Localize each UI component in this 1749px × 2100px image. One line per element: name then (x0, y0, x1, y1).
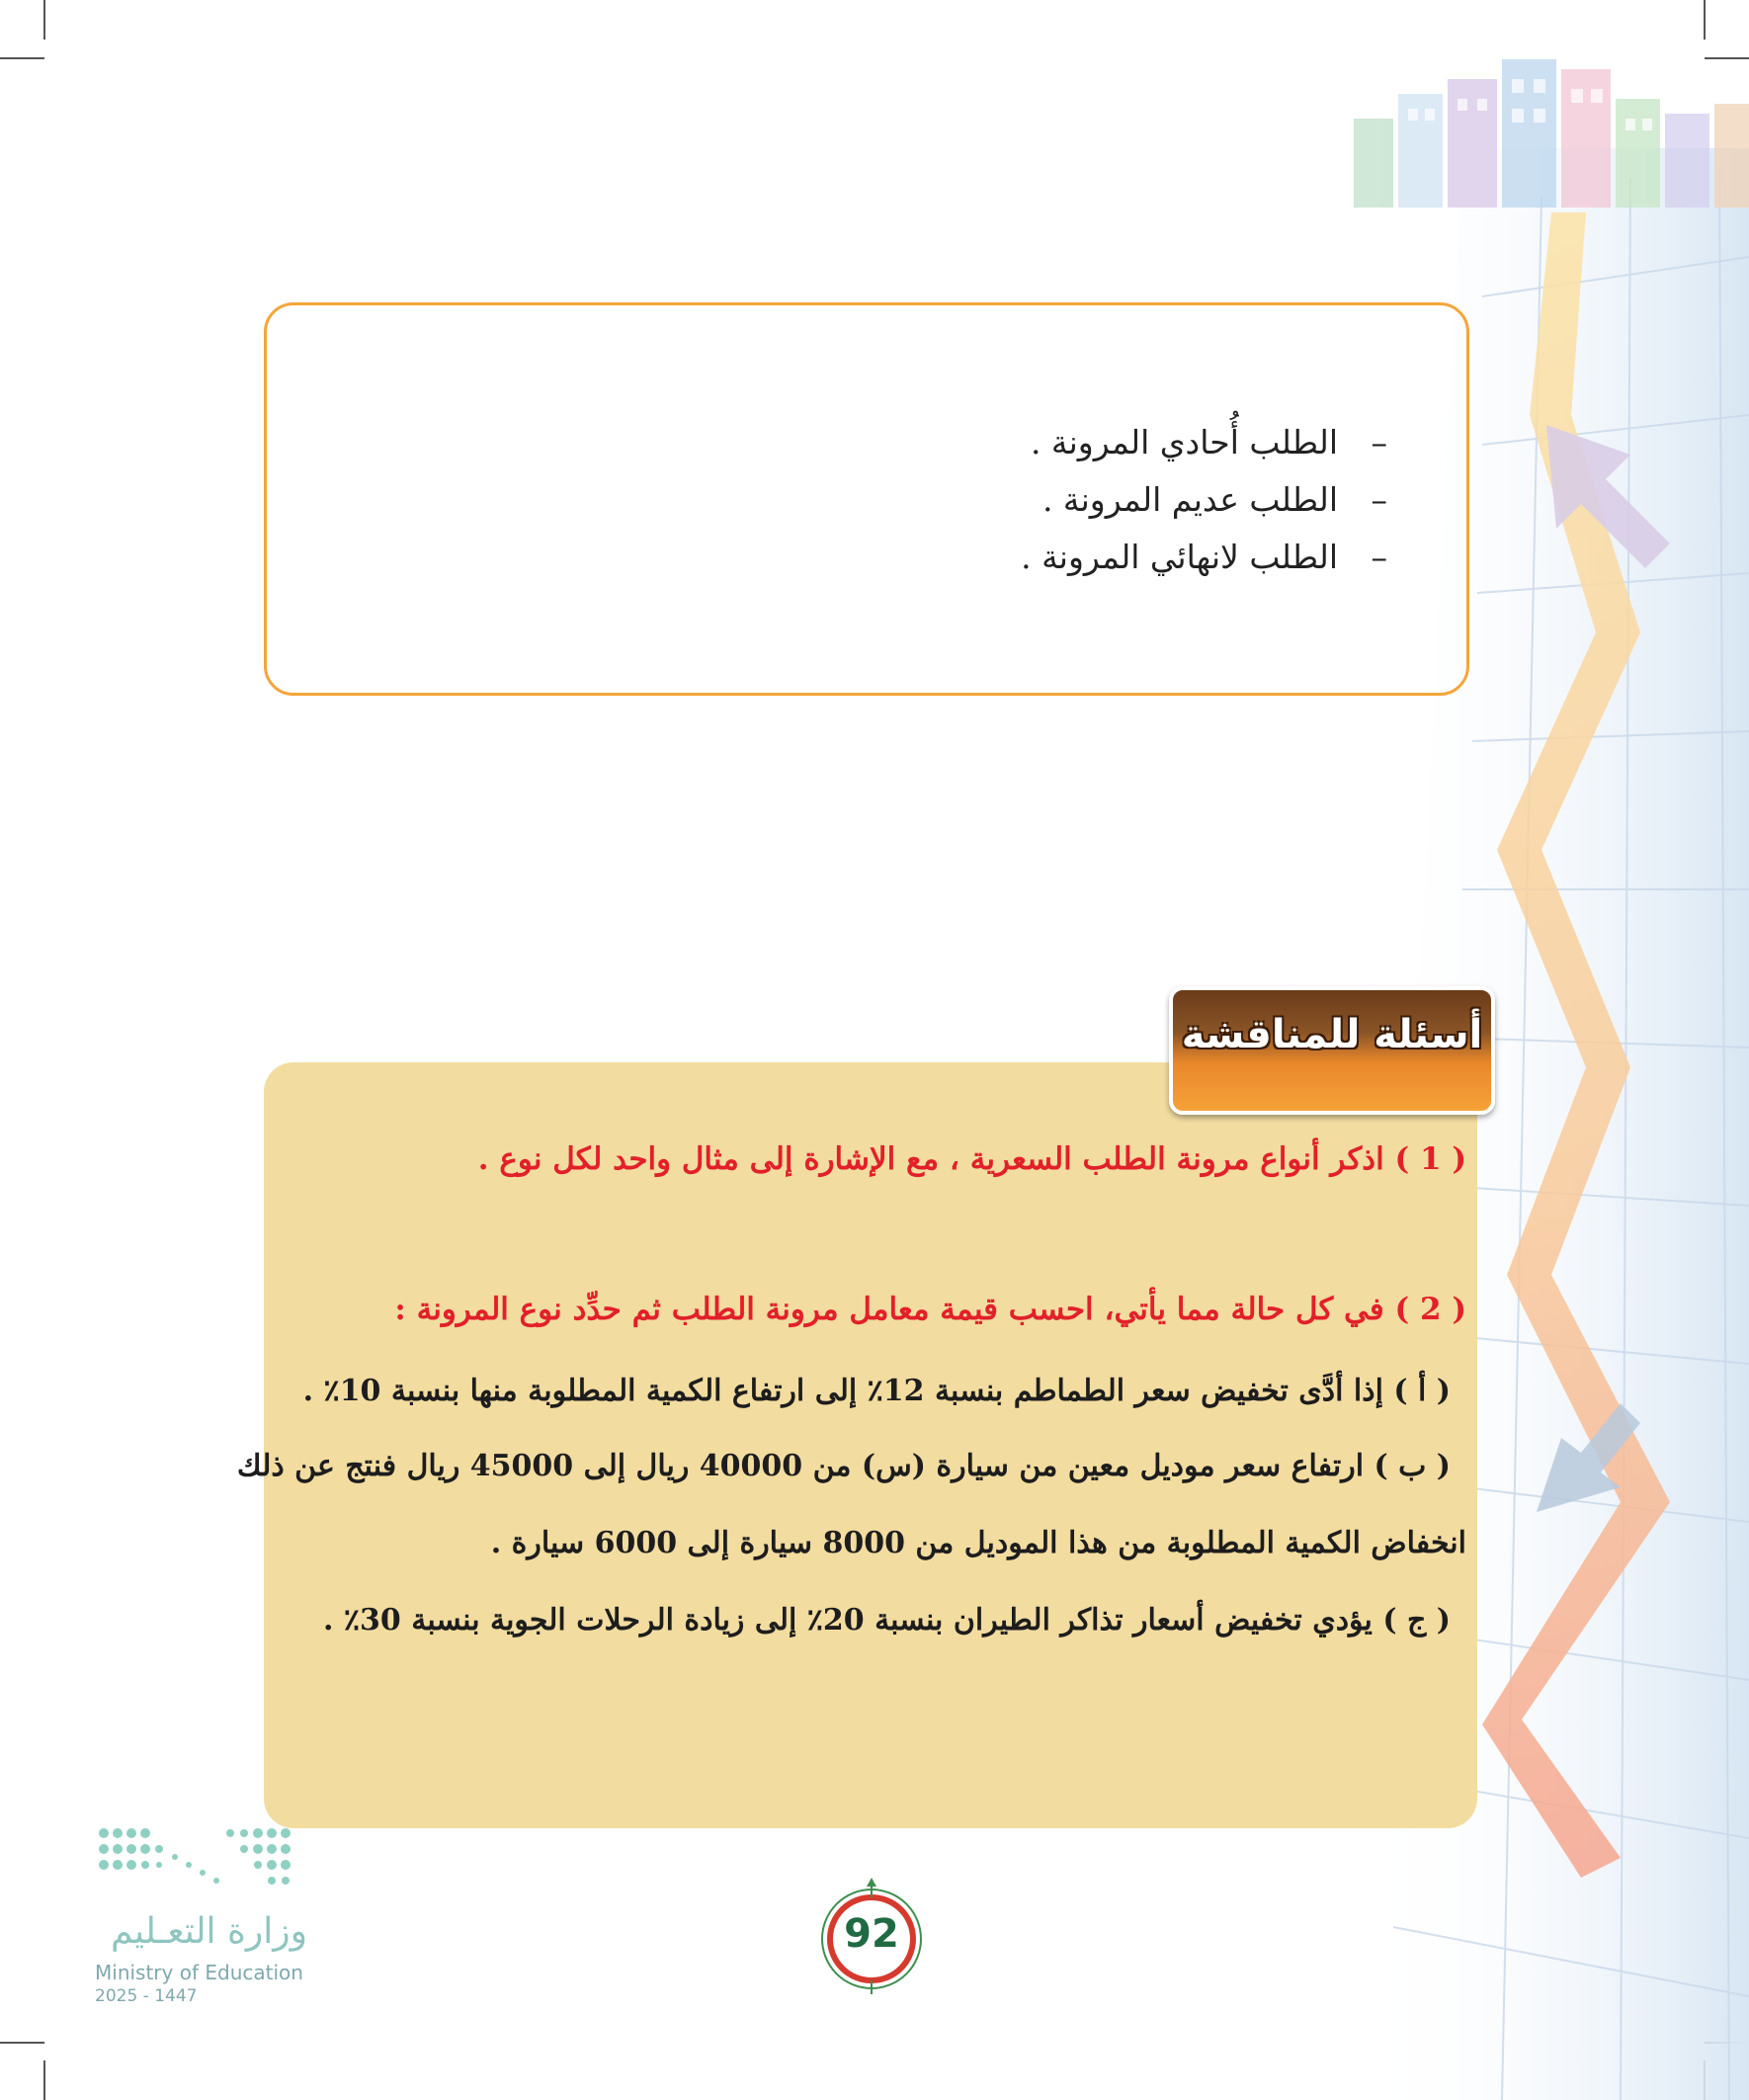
list-item: –الطلب أُحادي المرونة . (1030, 423, 1387, 462)
ministry-logo-icon (94, 1823, 311, 1902)
ministry-year: 2025 - 1447 (95, 1986, 198, 2006)
question-2b-line-2: انخفاض الكمية المطلوبة من هذا الموديل من 8000 سيارة إلى 6000 سيارة . (490, 1526, 1466, 1560)
page-number: 92 (844, 1911, 899, 1957)
question-2: ( 2 ) في كل حالة مما يأتي، احسب قيمة معامل مرونة الطلب ثم حدِّد نوع المرونة : (394, 1292, 1466, 1327)
question-1: ( 1 ) اذكر أنواع مرونة الطلب السعرية ، مع الإشارة إلى مثال واحد لكل نوع . (477, 1141, 1466, 1177)
list-item: –الطلب عديم المرونة . (1041, 480, 1387, 519)
list-item: –الطلب لانهائي المرونة . (1021, 538, 1387, 576)
buildings-skyline (1354, 59, 1749, 208)
question-2b-line-1: ( ب ) ارتفاع سعر موديل معين من سيارة (س) من 40000 ريال إلى 45000 ريال فنتج عن ذلك (236, 1449, 1451, 1483)
ministry-name-english: Ministry of Education (95, 1961, 303, 1984)
question-2c: ( ج ) يؤدي تخفيض أسعار تذاكر الطيران بنسبة 20٪ إلى زيادة الرحلات الجوية بنسبة 30٪ . (323, 1603, 1451, 1638)
discussion-title: أسئلة للمناقشة (1181, 1012, 1483, 1057)
discussion-panel (264, 1062, 1477, 1828)
elasticity-types-box (264, 302, 1469, 696)
ministry-name-arabic: وزارة التعـليم (111, 1911, 307, 1952)
discussion-title-badge (1169, 986, 1495, 1115)
elasticity-types-list (1021, 414, 1387, 586)
question-2a: ( أ ) إذا أدَّى تخفيض سعر الطماطم بنسبة 12٪ إلى ارتفاع الكمية المطلوبة منها بنسبة 10٪ . (302, 1374, 1451, 1408)
